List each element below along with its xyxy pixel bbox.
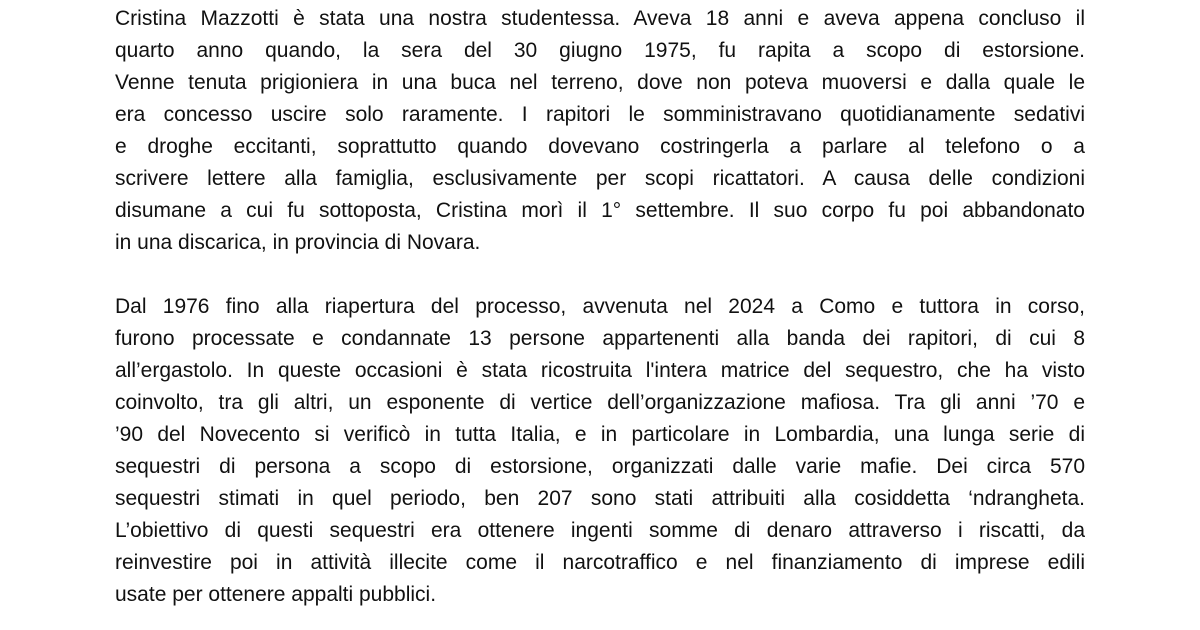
paragraph-line: furono processate e condannate 13 persone appartenenti alla banda dei rapitori, di cui 8 — [115, 327, 1085, 350]
paragraph-line: Dal 1976 fino alla riapertura del processo, avvenuta nel 2024 a Como e tuttora in corso, — [115, 295, 1085, 318]
paragraph-kidnapping-account — [115, 3, 1085, 259]
paragraph-line: coinvolto, tra gli altri, un esponente di vertice dell’organizzazione mafiosa. Tra gli anni ’70 e — [115, 391, 1085, 414]
paragraph-line: sequestri di persona a scopo di estorsione, organizzati dalle varie mafie. Dei circa 570 — [115, 455, 1085, 478]
paragraph-line: sequestri stimati in quel periodo, ben 207 sono stati attribuiti alla cosiddetta ‘ndrangheta. — [115, 487, 1085, 510]
paragraph-line: disumane a cui fu sottoposta, Cristina morì il 1° settembre. Il suo corpo fu poi abbandonato — [115, 199, 1085, 222]
paragraph-line: reinvestire poi in attività illecite come il narcotraffico e nel finanziamento di imprese edili — [115, 551, 1085, 574]
paragraph-line: Cristina Mazzotti è stata una nostra studentessa. Aveva 18 anni e aveva appena concluso il — [115, 7, 1085, 30]
paragraph-line: ’90 del Novecento si verificò in tutta Italia, e in particolare in Lombardia, una lunga serie di — [115, 423, 1085, 446]
paragraph-line: Venne tenuta prigioniera in una buca nel terreno, dove non poteva muoversi e dalla quale le — [115, 71, 1085, 94]
paragraph-line: quarto anno quando, la sera del 30 giugno 1975, fu rapita a scopo di estorsione. — [115, 39, 1085, 62]
paragraph-line: scrivere lettere alla famiglia, esclusivamente per scopi ricattatori. A causa delle condizioni — [115, 167, 1085, 190]
paragraph-trial-and-context — [115, 291, 1085, 611]
paragraph-line: all’ergastolo. In queste occasioni è stata ricostruita l'intera matrice del sequestro, che ha visto — [115, 359, 1085, 382]
paragraph-line: e droghe eccitanti, soprattutto quando dovevano costringerla a parlare al telefono o a — [115, 135, 1085, 158]
paragraph-line: in una discarica, in provincia di Novara. — [115, 231, 481, 254]
paragraph-line: usate per ottenere appalti pubblici. — [115, 583, 437, 606]
paragraph-line: era concesso uscire solo raramente. I rapitori le somministravano quotidianamente sedativi — [115, 103, 1085, 126]
paragraph-line: L’obiettivo di questi sequestri era ottenere ingenti somme di denaro attraverso i riscatti, da — [115, 519, 1085, 542]
